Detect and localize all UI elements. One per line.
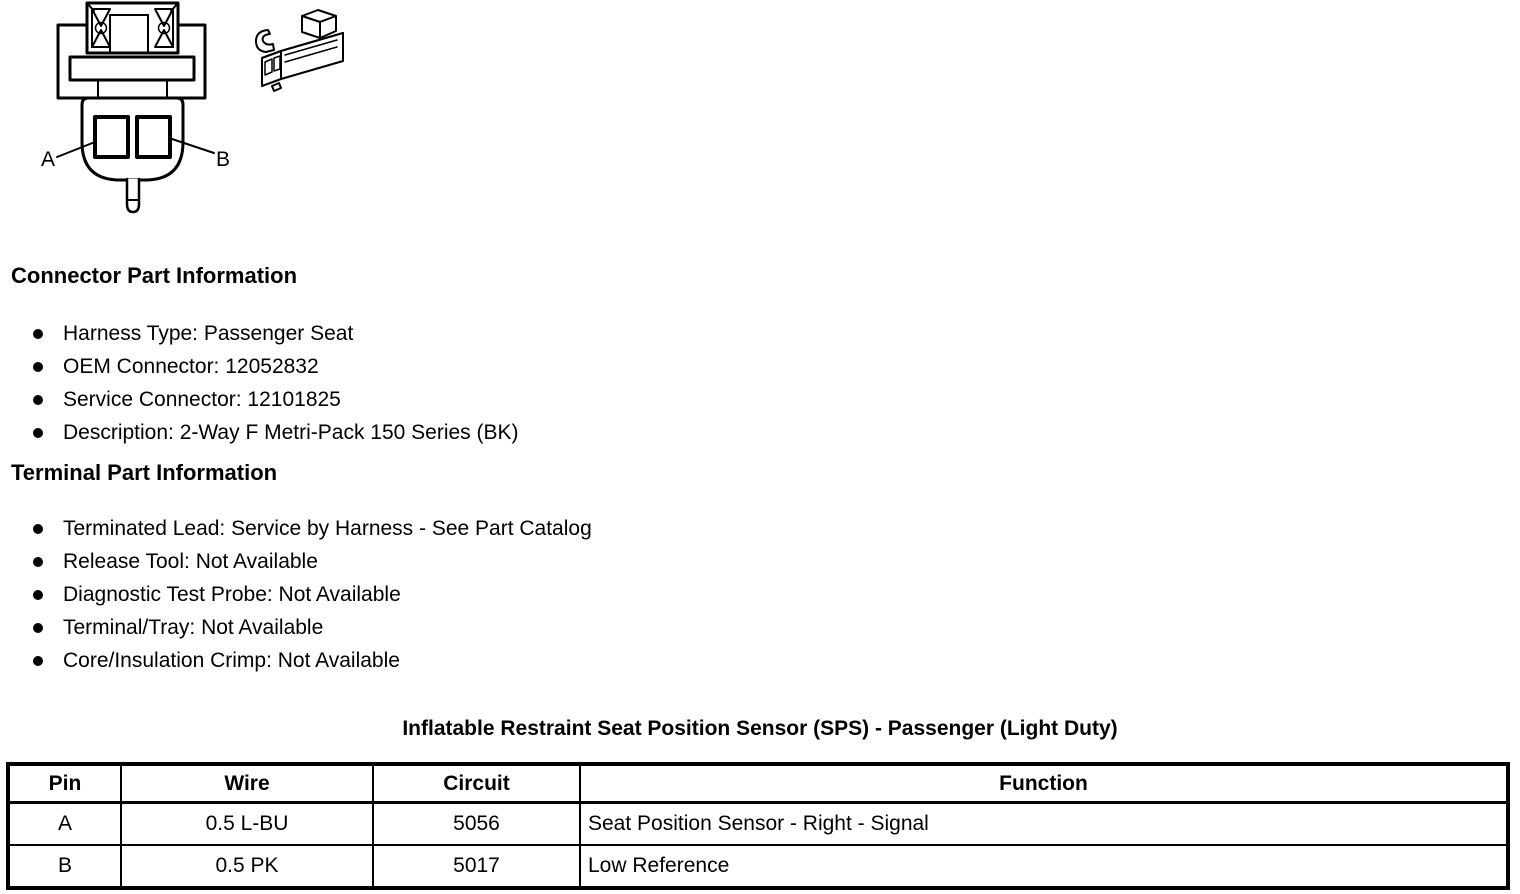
list-item-text: Diagnostic Test Probe: Not Available bbox=[63, 582, 401, 606]
list-item bbox=[33, 383, 519, 416]
cell-circuit: 5017 bbox=[373, 845, 580, 888]
cell-wire: 0.5 PK bbox=[121, 845, 373, 888]
connector-part-information-heading: Connector Part Information bbox=[11, 263, 298, 288]
connector-info-list bbox=[33, 317, 519, 449]
list-item-text: Terminated Lead: Service by Harness - See Part Catalog bbox=[63, 516, 592, 540]
connector-isometric-view-diagram bbox=[256, 10, 343, 91]
cell-wire: 0.5 L-BU bbox=[121, 803, 373, 846]
terminal-cavity-a bbox=[95, 117, 128, 157]
bullet-icon bbox=[33, 524, 43, 534]
bullet-icon bbox=[33, 428, 43, 438]
list-item bbox=[33, 416, 519, 449]
list-item bbox=[33, 545, 592, 578]
cell-pin: A bbox=[8, 803, 121, 846]
table-row bbox=[8, 845, 1508, 888]
list-item bbox=[33, 578, 592, 611]
cell-function: Seat Position Sensor - Right - Signal bbox=[580, 803, 1508, 846]
index-pin bbox=[127, 179, 139, 212]
list-item bbox=[33, 317, 519, 350]
list-item bbox=[33, 512, 592, 545]
list-item-text: Release Tool: Not Available bbox=[63, 549, 318, 573]
pinout-table-title: Inflatable Restraint Seat Position Sensor (SPS) - Passenger (Light Duty) bbox=[402, 717, 1118, 740]
column-header-pin: Pin bbox=[8, 764, 121, 803]
bullet-icon bbox=[33, 656, 43, 666]
column-header-wire: Wire bbox=[121, 764, 373, 803]
list-item-text: Terminal/Tray: Not Available bbox=[63, 615, 324, 639]
table-header-row bbox=[8, 764, 1508, 803]
list-item bbox=[33, 350, 519, 383]
lock-housing bbox=[87, 3, 178, 53]
bullet-icon bbox=[33, 362, 43, 372]
cell-function: Low Reference bbox=[580, 845, 1508, 888]
cell-circuit: 5056 bbox=[373, 803, 580, 846]
connector-front-view-diagram bbox=[57, 3, 214, 212]
bullet-icon bbox=[33, 590, 43, 600]
bullet-icon bbox=[33, 329, 43, 339]
list-item bbox=[33, 611, 592, 644]
bullet-icon bbox=[33, 623, 43, 633]
list-item-text: Service Connector: 12101825 bbox=[63, 387, 341, 411]
list-item-text: Core/Insulation Crimp: Not Available bbox=[63, 648, 400, 672]
terminal-info-list bbox=[33, 512, 592, 677]
list-item-text: Harness Type: Passenger Seat bbox=[63, 321, 354, 345]
bullet-icon bbox=[33, 557, 43, 567]
connector-diagram bbox=[0, 0, 400, 230]
column-header-function: Function bbox=[580, 764, 1508, 803]
pinout-table bbox=[6, 762, 1510, 890]
column-header-circuit: Circuit bbox=[373, 764, 580, 803]
list-item-text: Description: 2-Way F Metri-Pack 150 Series (BK) bbox=[63, 420, 519, 444]
list-item bbox=[33, 644, 592, 677]
table-row bbox=[8, 803, 1508, 846]
terminal-cavity-b bbox=[137, 117, 170, 157]
pin-b-label: B bbox=[216, 148, 231, 171]
list-item-text: OEM Connector: 12052832 bbox=[63, 354, 319, 378]
bullet-icon bbox=[33, 395, 43, 405]
pin-a-label: A bbox=[41, 148, 56, 171]
terminal-part-information-heading: Terminal Part Information bbox=[11, 460, 278, 485]
cell-pin: B bbox=[8, 845, 121, 888]
